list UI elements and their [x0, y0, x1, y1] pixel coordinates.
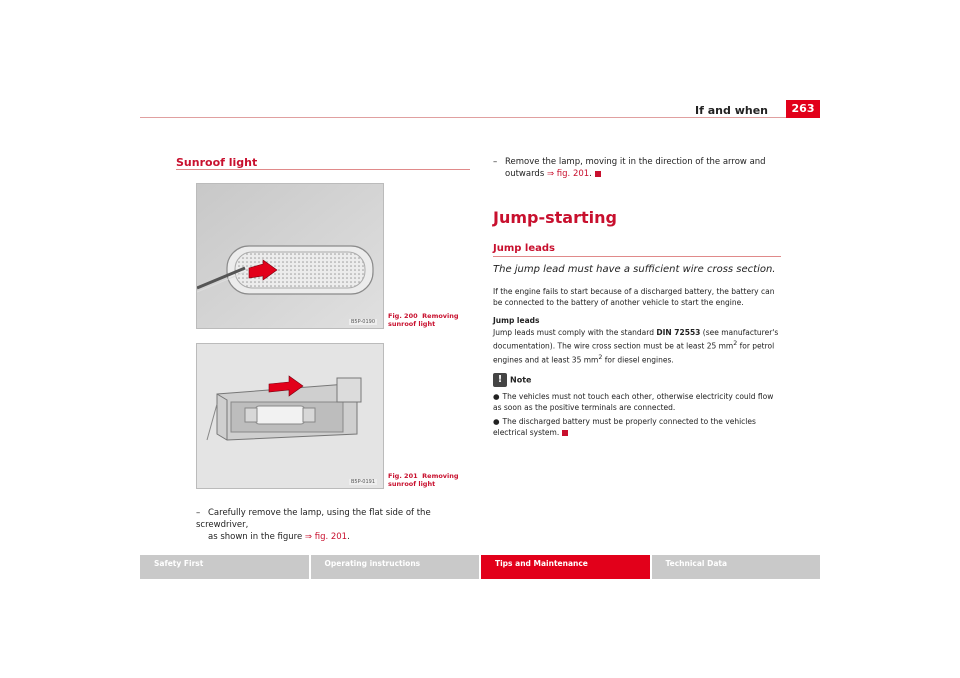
step-remove-lamp-screwdriver: – Carefully remove the lamp, using the flat side of the screwdriver, as shown in the figure ⇒ fig. 201.	[196, 508, 431, 542]
header-rule	[140, 117, 820, 118]
figure-201-caption	[388, 472, 468, 488]
lamp-removal-illustration	[197, 344, 383, 488]
sunroof-light-illustration	[197, 184, 383, 328]
paragraph-discharged-battery: If the engine fails to start because of a discharged battery, the battery can be connected to the battery of another vehicle to start the engine.	[493, 287, 775, 307]
subsection-rule	[493, 256, 781, 257]
jump-leads-subtitle: Jump leads	[493, 243, 555, 254]
section-rule	[176, 169, 470, 170]
footer-tab-technical-data[interactable]: Technical Data	[652, 555, 821, 579]
paragraph-jump-leads-heading: Jump leads	[493, 316, 540, 325]
figure-200-text: Removing sunroof light	[388, 312, 459, 328]
paragraph-jump-leads-standard: Jump leads must comply with the standard DIN 72553 (see manufacturer's documentation). The wire cross section must be at least 25 $mm^2$ for petrol engines and at least 35 $mm^2$ for diesel engines.	[493, 328, 779, 364]
figure-200-code: B5P-0190	[350, 319, 375, 325]
note-item-discharged-battery: ● The discharged battery must be properly connected to the vehicles electrical system.	[493, 417, 756, 437]
figure-201-image	[196, 343, 384, 489]
fig-201-link[interactable]: ⇒ fig. 201	[304, 532, 348, 542]
figure-201-code: B5P-0191	[350, 479, 375, 485]
header-title: If and when	[695, 104, 768, 117]
step-remove-lamp-arrow: – Remove the lamp, moving it in the direction of the arrow and outwards ⇒ fig. 201.	[493, 157, 766, 179]
footer-tab-safety-first[interactable]: Safety First	[140, 555, 309, 579]
din-standard: DIN 72553	[656, 328, 701, 337]
figure-200-number: Fig. 200	[388, 312, 418, 320]
footer-nav	[140, 555, 820, 579]
section-end-mark	[595, 171, 601, 177]
footer-tab-tips-and-maintenance[interactable]: Tips and Maintenance	[481, 555, 650, 579]
figure-200-image	[196, 183, 384, 329]
note-item-vehicles-touch: ● The vehicles must not touch each other, otherwise electricity could flow as soon as the positive terminals are connected.	[493, 392, 774, 412]
bullet-icon: ●	[493, 392, 500, 401]
fig-201-link[interactable]: ⇒ fig. 201	[546, 169, 590, 179]
page-number: 263	[786, 100, 820, 118]
figure-201-text: Removing sunroof light	[388, 472, 459, 488]
note-heading	[493, 373, 531, 387]
jump-starting-title: Jump-starting	[493, 208, 617, 227]
section-end-mark	[562, 430, 568, 436]
note-label: Note	[510, 375, 532, 385]
footer-tab-operating-instructions[interactable]: Operating instructions	[311, 555, 480, 579]
section-title-sunroof-light: Sunroof light	[176, 156, 258, 169]
figure-200-caption	[388, 312, 468, 328]
figure-201-number: Fig. 201	[388, 472, 418, 480]
lead-sentence: The jump lead must have a sufficient wire cross section.	[493, 264, 776, 275]
bullet-icon: ●	[493, 417, 500, 426]
note-icon: !	[493, 373, 507, 387]
